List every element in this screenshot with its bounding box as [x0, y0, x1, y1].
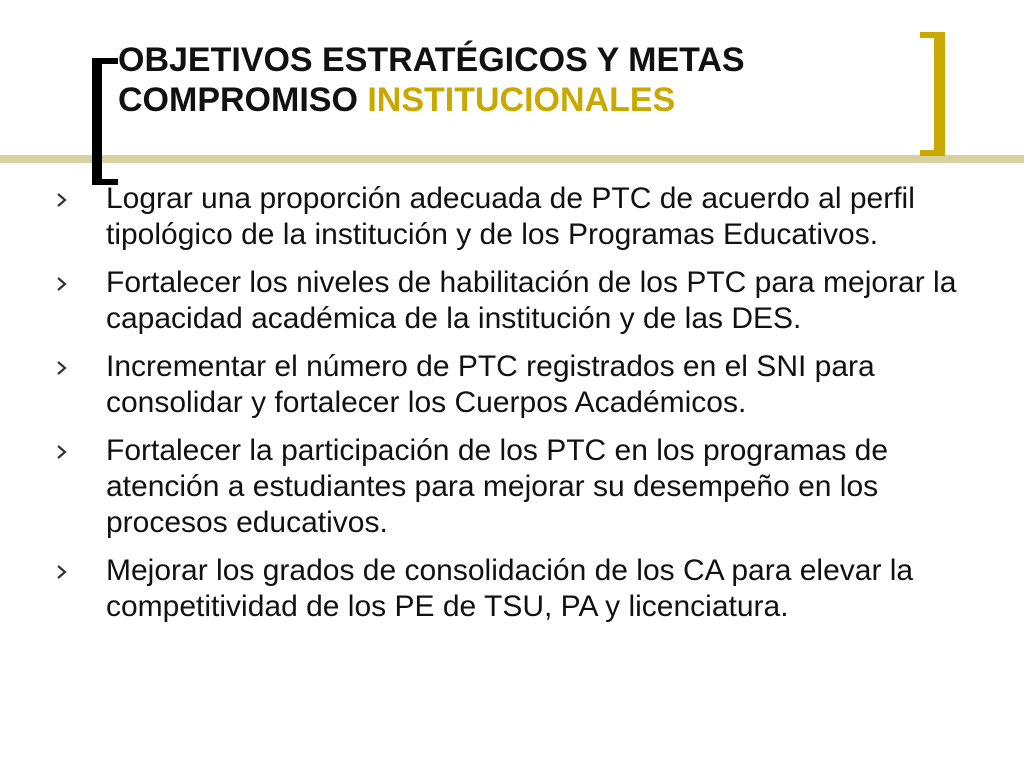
right-bracket-top: [920, 32, 945, 38]
list-item: [56, 349, 1006, 421]
title-line-2-prefix: COMPROMISO: [118, 81, 368, 119]
left-bracket-decoration: [92, 58, 102, 185]
title-divider: [0, 155, 1024, 163]
bullet-list: [56, 181, 1006, 637]
bullet-text: Incrementar el número de PTC registrados en el SNI para consolidar y fortalecer los Cuerpos Académicos.: [106, 350, 875, 419]
list-item: [56, 433, 1006, 541]
chevron-right-icon: [56, 349, 106, 375]
title-line-2-accent: INSTITUCIONALES: [367, 81, 676, 119]
list-item: [56, 553, 1006, 625]
bullet-text: Fortalecer la participación de los PTC en los programas de atención a estudiantes para mejorar su desempeño en los procesos educativos.: [106, 434, 889, 539]
chevron-right-icon: [56, 553, 106, 579]
chevron-right-icon: [56, 181, 106, 207]
right-bracket-bottom: [920, 150, 945, 156]
chevron-right-icon: [56, 433, 106, 459]
list-item: [56, 265, 1006, 337]
bullet-text: Lograr una proporción adecuada de PTC de acuerdo al perfil tipológico de la institución y de los Programas Educativos.: [106, 182, 915, 251]
title-line-1: OBJETIVOS ESTRATÉGICOS Y METAS: [118, 41, 745, 79]
bullet-text: Mejorar los grados de consolidación de los CA para elevar la competitividad de los PE de TSU, PA y licenciatura.: [106, 554, 914, 623]
title-line-2: [118, 80, 898, 120]
right-bracket-decoration: [934, 32, 945, 156]
slide-title: [118, 40, 898, 120]
list-item: [56, 181, 1006, 253]
bullet-text: Fortalecer los niveles de habilitación de los PTC para mejorar la capacidad académica de la institución y de las DES.: [106, 266, 957, 335]
chevron-right-icon: [56, 265, 106, 291]
left-bracket-top: [92, 58, 118, 64]
